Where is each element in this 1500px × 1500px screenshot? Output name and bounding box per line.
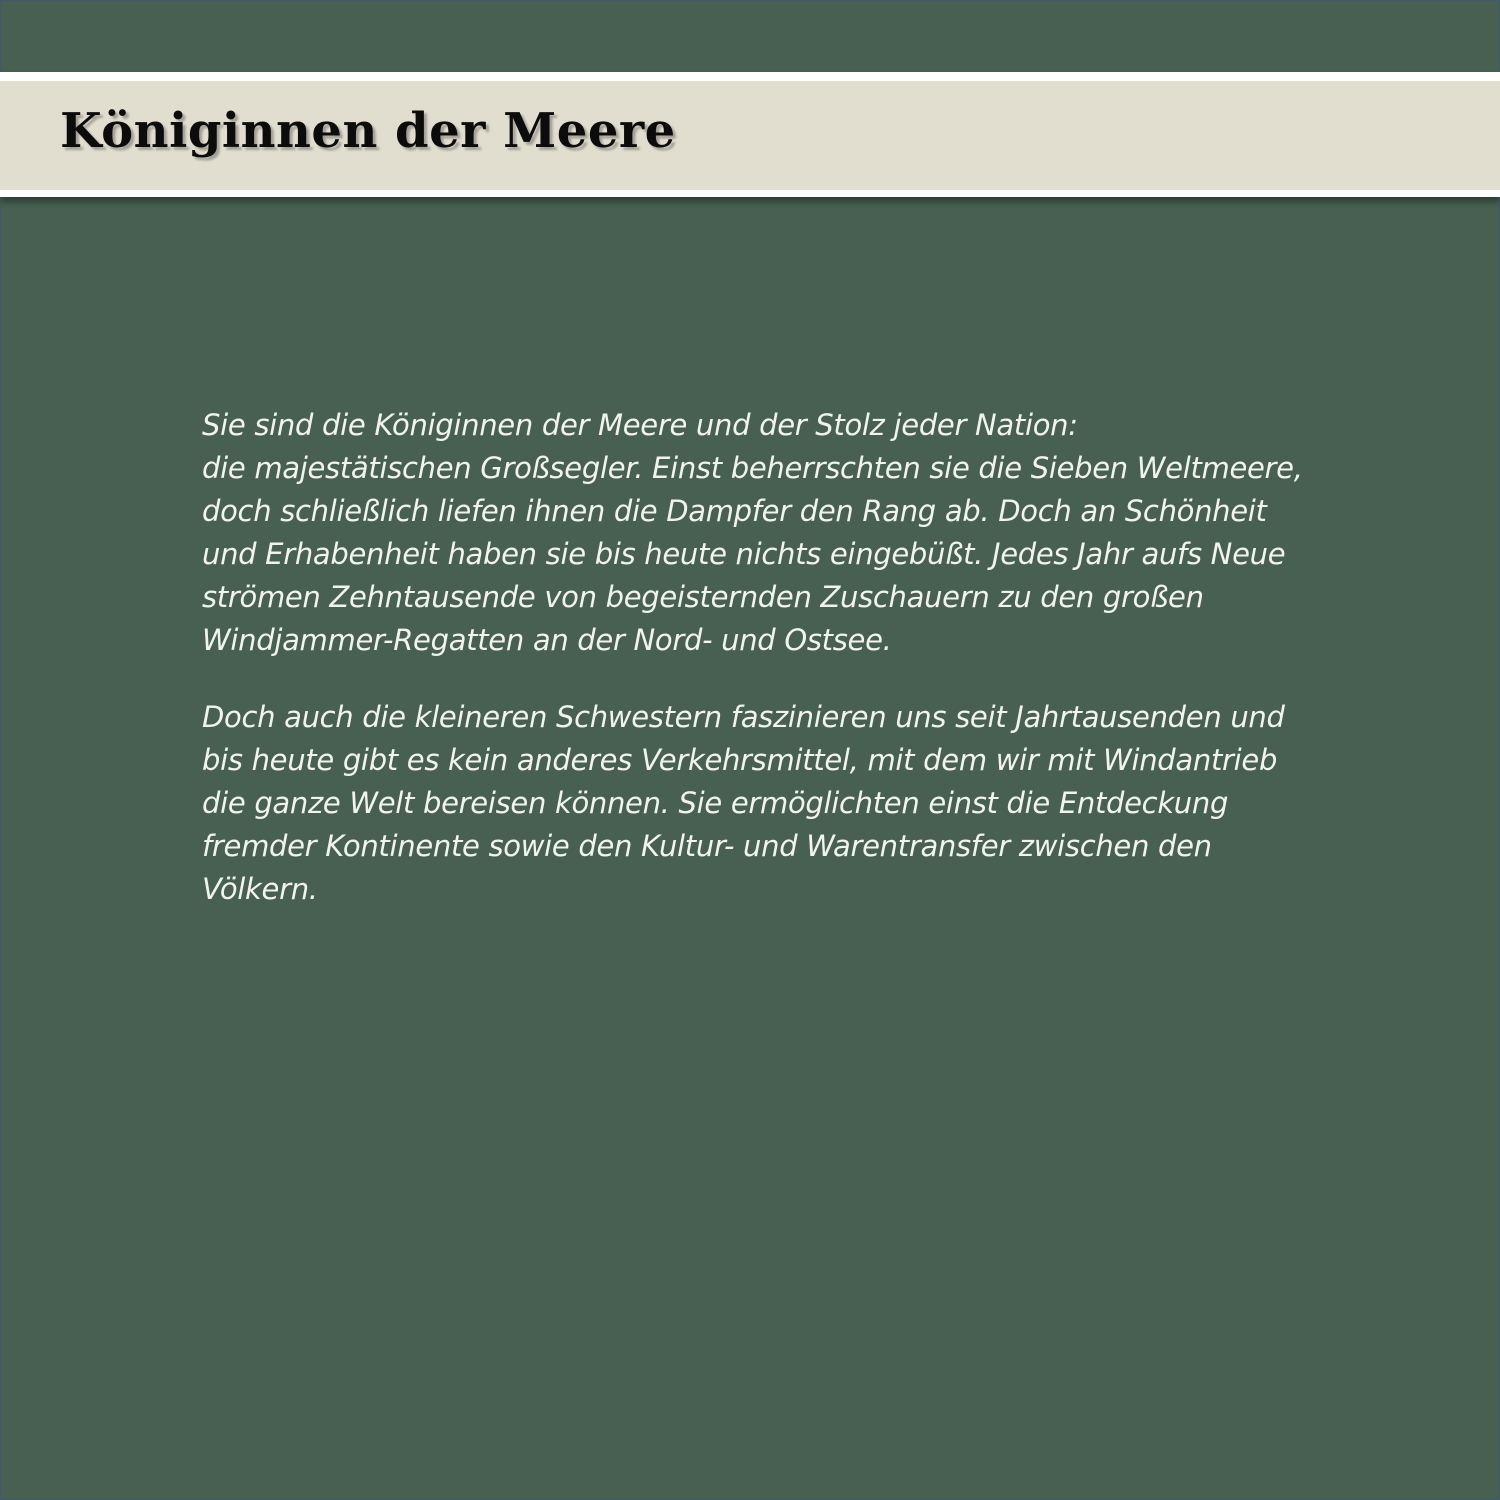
text-line: Doch auch die kleineren Schwestern faszinieren uns seit Jahrtausenden und	[202, 700, 1285, 734]
text-line: doch schließlich liefen ihnen die Dampfer den Rang ab. Doch an Schönheit	[202, 494, 1267, 528]
text-line: und Erhabenheit haben sie bis heute nichts eingebüßt. Jedes Jahr aufs Neue	[202, 537, 1286, 571]
text-line: bis heute gibt es kein anderes Verkehrsmittel, mit dem wir mit Windantrieb	[202, 743, 1278, 777]
text-line: strömen Zehntausende von begeisternden Zuschauern zu den großen	[202, 580, 1204, 614]
text-line: Windjammer-Regatten an der Nord- und Ostsee.	[202, 623, 892, 657]
text-line: Sie sind die Königinnen der Meere und der Stolz jeder Nation:	[202, 408, 1078, 442]
paragraph-1	[202, 404, 1322, 662]
title-banner	[0, 72, 1500, 197]
page-title: Königinnen der Meere	[60, 103, 676, 159]
text-line: die majestätischen Großsegler. Einst beherrschten sie die Sieben Weltmeere,	[202, 451, 1303, 485]
body-text	[202, 404, 1322, 945]
text-line: Völkern.	[202, 872, 318, 906]
text-line: die ganze Welt bereisen können. Sie ermöglichten einst die Entdeckung	[202, 786, 1229, 820]
text-line: fremder Kontinente sowie den Kultur- und Warentransfer zwischen den	[202, 829, 1212, 863]
paragraph-2	[202, 696, 1322, 911]
